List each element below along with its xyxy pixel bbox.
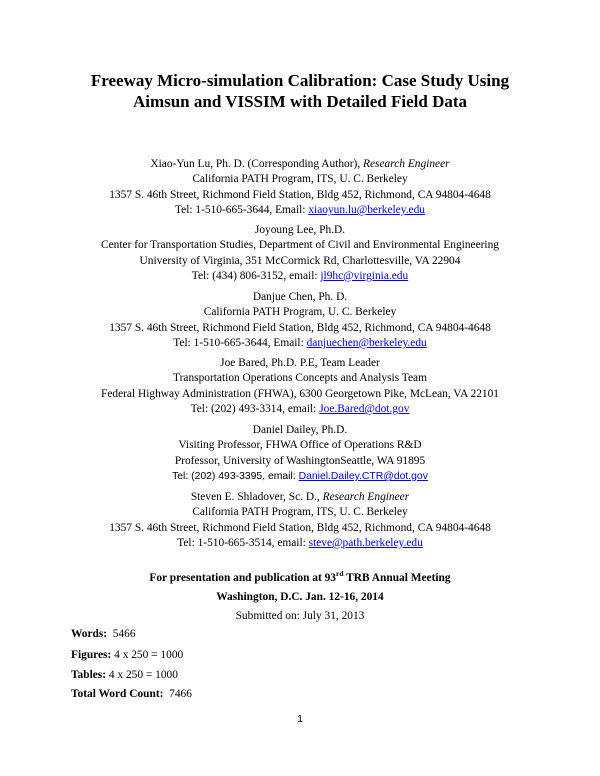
figures-label: Figures:	[71, 649, 112, 661]
presentation-line-1: For presentation and publication at 93	[149, 572, 337, 584]
author-address: 1357 S. 46th Street, Richmond Field Station, Bldg 452, Richmond, CA 94804-4648	[109, 188, 491, 201]
author-block-1	[20, 157, 580, 218]
author-address: Professor, University of WashingtonSeattle, WA 91895	[174, 454, 426, 467]
submission-date	[20, 609, 580, 624]
title-line-1: Freeway Micro-simulation Calibration: Case Study Using	[90, 71, 510, 90]
author-name: Steven E. Shladover, Sc. D.,	[190, 491, 323, 503]
page-number: 1	[297, 713, 303, 725]
words-label: Words:	[71, 628, 108, 640]
author-block-3	[20, 290, 580, 351]
submitted-text: Submitted on: July 31, 2013	[235, 610, 365, 622]
author-org: California PATH Program, U. C. Berkeley	[203, 306, 397, 319]
author-name: Joe Bared, Ph.D. P.E, Team Leader	[220, 357, 380, 369]
author-org: California PATH Program, ITS, U. C. Berkeley	[192, 506, 408, 519]
figures-count	[71, 648, 183, 663]
author-name: Xiao-Yun Lu, Ph. D. (Corresponding Author),	[150, 158, 364, 170]
author-block-6	[20, 490, 580, 551]
presentation-line-1-end: TRB Annual Meeting	[343, 572, 451, 584]
author-address: 1357 S. 46th Street, Richmond Field Station, Bldg 452, Richmond, CA 94804-4648	[109, 321, 491, 334]
title-line-2: Aimsun and VISSIM with Detailed Field Data	[132, 92, 468, 111]
author-address: University of Virginia, 351 McCormick Rd, Charlottesville, VA 22904	[139, 254, 461, 267]
author-org: Visiting Professor, FHWA Office of Operations R&D	[178, 439, 422, 452]
author-contact: Tel: (202) 493-3314, email:	[190, 402, 320, 415]
paper-title	[30, 70, 570, 112]
author-contact: Tel: (202) 493-3395, email:	[172, 470, 299, 482]
total-label: Total Word Count:	[71, 688, 164, 700]
author-contact: Tel: 1-510-665-3644, Email:	[174, 203, 309, 216]
presentation-info	[20, 571, 580, 586]
author-block-5	[20, 423, 580, 484]
author-address: 1357 S. 46th Street, Richmond Field Station, Bldg 452, Richmond, CA 94804-4648	[109, 521, 491, 534]
author-email-link[interactable]: jl9hc@virginia.edu	[320, 269, 409, 282]
author-name: Danjue Chen, Ph. D.	[252, 291, 348, 303]
tables-count	[71, 668, 178, 683]
author-contact: Tel: 1-510-665-3644, Email:	[173, 336, 307, 349]
author-contact: Tel: 1-510-665-3514, email:	[177, 536, 309, 549]
author-email-link[interactable]: Daniel.Dailey.CTR@dot.gov	[298, 470, 428, 482]
presentation-location	[20, 590, 580, 605]
author-email-link[interactable]: xiaoyun.lu@berkeley.edu	[308, 203, 425, 216]
presentation-line-2: Washington, D.C. Jan. 12-16, 2014	[216, 591, 384, 603]
author-email-link[interactable]: danjuechen@berkeley.edu	[306, 336, 427, 349]
author-email-link[interactable]: Joe.Bared@dot.gov	[319, 402, 410, 415]
author-org: Transportation Operations Concepts and Analysis Team	[173, 372, 427, 385]
author-name: Joyoung Lee, Ph.D.	[254, 224, 346, 236]
author-address: Federal Highway Administration (FHWA), 6300 Georgetown Pike, McLean, VA 22101	[101, 387, 499, 400]
tables-label: Tables:	[71, 669, 107, 681]
author-block-4	[20, 356, 580, 417]
ordinal-suffix: rd	[336, 569, 344, 579]
author-block-2	[20, 223, 580, 284]
author-org: Center for Transportation Studies, Department of Civil and Environmental Engineering	[101, 239, 499, 252]
figures-value: 4 x 250 = 1000	[111, 649, 184, 661]
author-contact: Tel: (434) 806-3152, email:	[191, 269, 321, 282]
author-name: Daniel Dailey, Ph.D.	[252, 424, 348, 436]
author-role: Research Engineer	[363, 158, 450, 170]
total-value: 7466	[163, 688, 192, 700]
author-role: Research Engineer	[322, 491, 410, 503]
tables-value: 4 x 250 = 1000	[106, 669, 178, 681]
words-count	[71, 627, 136, 642]
author-email-link[interactable]: steve@path.berkeley.edu	[308, 536, 423, 549]
author-org: California PATH Program, ITS, U. C. Berkeley	[192, 173, 408, 186]
total-word-count	[71, 687, 192, 702]
words-value: 5466	[107, 628, 136, 640]
